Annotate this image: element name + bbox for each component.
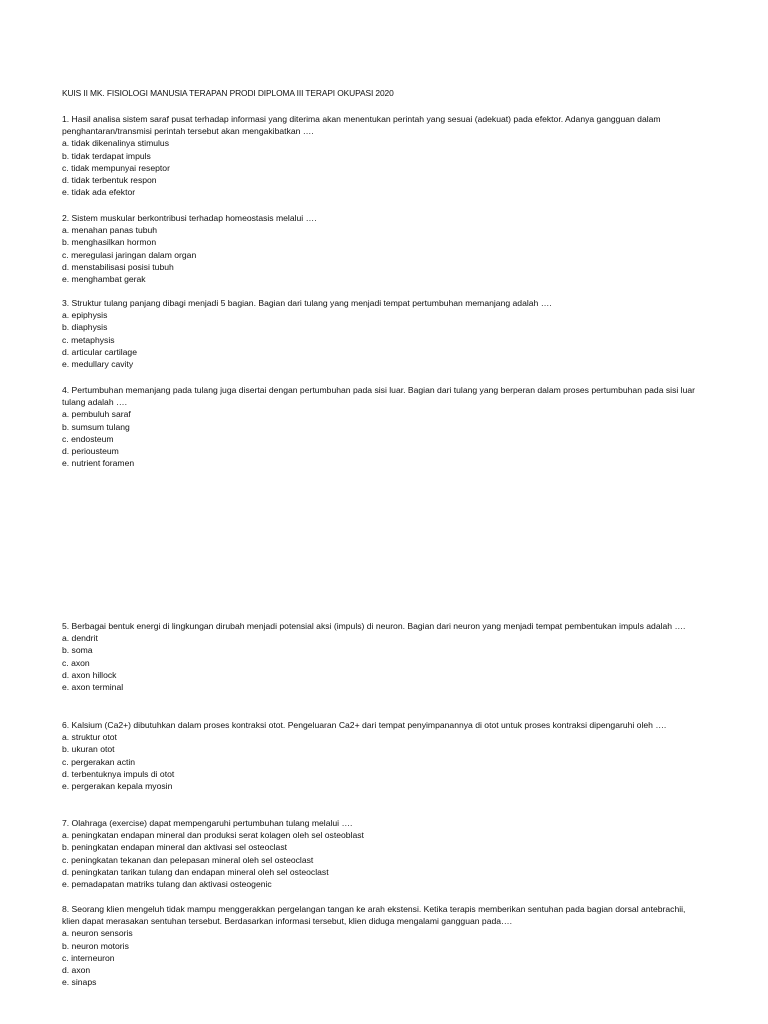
answer-option: c. axon <box>62 657 90 668</box>
answer-option: d. axon hillock <box>62 669 117 680</box>
answer-option: b. neuron motoris <box>62 940 129 951</box>
answer-option: c. meregulasi jaringan dalam organ <box>62 249 197 260</box>
question-stem: 4. Pertumbuhan memanjang pada tulang juga disertai dengan pertumbuhan pada sisi luar. Bagian dari tulang yang berperan dalam proses pertumbuhan pada sisi luar tulang adalah …. <box>62 385 696 408</box>
answer-option: e. axon terminal <box>62 682 124 693</box>
answer-option: b. diaphysis <box>62 322 108 333</box>
answer-option: d. menstabilisasi posisi tubuh <box>62 261 174 272</box>
answer-option: b. sumsum tulang <box>62 421 130 432</box>
question-stem: 2. Sistem muskular berkontribusi terhadap homeostasis melalui …. <box>62 213 317 223</box>
answer-option: c. interneuron <box>62 952 115 963</box>
answer-option: d. tidak terbentuk respon <box>62 175 157 186</box>
question-7 <box>62 817 702 890</box>
question-1 <box>62 113 702 198</box>
answer-option: b. tidak terdapat impuls <box>62 150 151 161</box>
answer-option: d. axon <box>62 965 91 976</box>
question-stem: 3. Struktur tulang panjang dibagi menjadi 5 bagian. Bagian dari tulang yang menjadi tempat pertumbuhan memanjang adalah …. <box>62 298 552 308</box>
question-5 <box>62 620 702 693</box>
question-4 <box>62 384 702 469</box>
question-stem: 7. Olahraga (exercise) dapat mempengaruhi pertumbuhan tulang melalui …. <box>62 818 353 828</box>
answer-option: d. terbentuknya impuls di otot <box>62 768 175 779</box>
answer-option: b. peningkatan endapan mineral dan aktivasi sel osteoclast <box>62 842 288 853</box>
answer-option: e. tidak ada efektor <box>62 187 136 198</box>
question-stem: 6. Kalsium (Ca2+) dibutuhkan dalam proses kontraksi otot. Pengeluaran Ca2+ dari tempat penyimpanannya di otot untuk proses kontraksi dipengaruhi oleh …. <box>62 720 667 730</box>
answer-option: a. epiphysis <box>62 310 108 321</box>
question-stem: 5. Berbagai bentuk energi di lingkungan dirubah menjadi potensial aksi (impuls) di neuron. Bagian dari neuron yang menjadi tempat pembentukan impuls adalah …. <box>62 621 686 631</box>
answer-option: e. pergerakan kepala myosin <box>62 781 173 792</box>
question-6 <box>62 719 702 792</box>
answer-option: a. neuron sensoris <box>62 928 133 939</box>
answer-option: a. dendrit <box>62 633 98 644</box>
answer-option: a. tidak dikenalinya stimulus <box>62 138 169 149</box>
answer-option: c. peningkatan tekanan dan pelepasan mineral oleh sel osteoclast <box>62 854 314 865</box>
question-3 <box>62 297 702 370</box>
answer-option: a. struktur otot <box>62 732 117 743</box>
answer-option: e. sinaps <box>62 977 97 988</box>
answer-option: b. ukuran otot <box>62 744 115 755</box>
answer-option: c. pergerakan actin <box>62 756 136 767</box>
answer-option: a. menahan panas tubuh <box>62 225 158 236</box>
answer-option: d. articular cartilage <box>62 346 137 357</box>
answer-option: c. endosteum <box>62 433 114 444</box>
answer-option: e. nutrient foramen <box>62 458 135 469</box>
answer-option: e. menghambat gerak <box>62 274 146 285</box>
answer-option: c. metaphysis <box>62 334 115 345</box>
question-2 <box>62 212 702 285</box>
question-8 <box>62 903 702 988</box>
answer-option: b. menghasilkan hormon <box>62 237 157 248</box>
answer-option: a. pembuluh saraf <box>62 409 131 420</box>
question-stem: 1. Hasil analisa sistem saraf pusat terhadap informasi yang diterima akan menentukan perintah yang sesuai (adekuat) pada efektor. Adanya gangguan dalam penghantaran/transmisi perintah tersebut akan mengakibatkan …. <box>62 114 661 137</box>
answer-option: d. periousteum <box>62 446 119 457</box>
answer-option: d. peningkatan tarikan tulang dan endapan mineral oleh sel osteoclast <box>62 866 329 877</box>
answer-option: a. peningkatan endapan mineral dan produksi serat kolagen oleh sel osteoblast <box>62 830 364 841</box>
answer-option: e. pemadapatan matriks tulang dan aktivasi osteogenic <box>62 879 272 890</box>
answer-option: b. soma <box>62 645 93 656</box>
answer-option: e. medullary cavity <box>62 359 134 370</box>
document-title: KUIS II MK. FISIOLOGI MANUSIA TERAPAN PRODI DIPLOMA III TERAPI OKUPASI 2020 <box>62 88 394 98</box>
question-stem: 8. Seorang klien mengeluh tidak mampu menggerakkan pergelangan tangan ke arah ekstensi. Ketika terapis memberikan sentuhan pada bagian dorsal antebrachii, klien dapat merasakan sentuhan tersebut. Berdasarkan informasi tersebut, klien diduga mengalami gangguan pada…. <box>62 904 686 927</box>
answer-option: c. tidak mempunyai reseptor <box>62 162 170 173</box>
